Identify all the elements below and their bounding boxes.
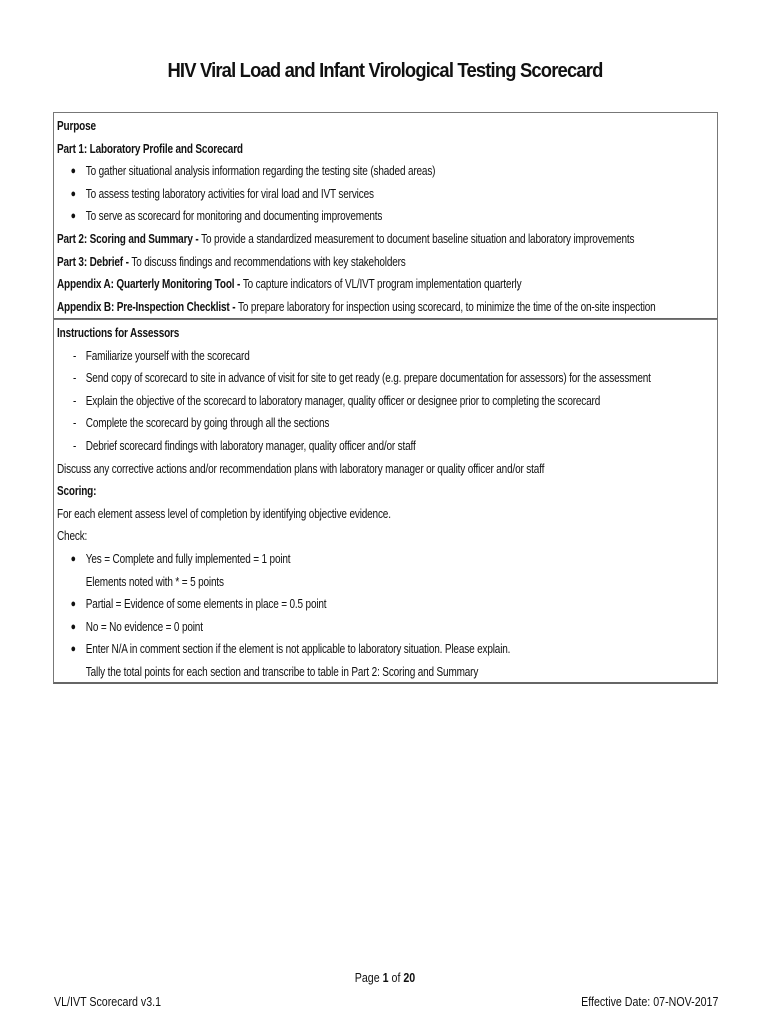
list-item: ● To serve as scorecard for monitoring and documenting improvements	[57, 205, 583, 228]
list-item: - Explain the objective of the scorecard to laboratory manager, quality officer or designee prior to completing the scorecard	[57, 390, 583, 413]
purpose-section	[53, 112, 718, 320]
dash-marker: -	[73, 371, 77, 386]
scoring-heading: Scoring:	[57, 484, 97, 499]
dash-marker: -	[73, 393, 77, 408]
part1-title: Part 1: Laboratory Profile and Scorecard	[57, 141, 243, 156]
list-item: - Send copy of scorecard to site in advance of visit for site to get ready (e.g. prepare documentation for assessors) for the assessment	[57, 367, 583, 390]
appendix-b-text: To prepare laboratory for inspection using scorecard, to minimize the time of the on-site inspection	[238, 299, 656, 314]
footer-version: VL/IVT Scorecard v3.1	[54, 994, 162, 1009]
purpose-heading: Purpose	[57, 119, 96, 133]
list-item: - Familiarize yourself with the scorecard	[57, 345, 583, 368]
part2-line	[57, 228, 635, 251]
list-item: ● Partial = Evidence of some elements in place = 0.5 point	[57, 593, 583, 616]
dash-marker: -	[73, 438, 77, 453]
bullet-icon: ●	[70, 598, 76, 611]
bullet-icon: ●	[70, 620, 76, 633]
list-item: - Complete the scorecard by going through all the sections	[57, 412, 583, 435]
list-item: - Debrief scorecard findings with laboratory manager, quality officer and/or staff	[57, 435, 583, 458]
list-item: ● To gather situational analysis information regarding the testing site (shaded areas)	[57, 160, 583, 183]
appendix-a-text: To capture indicators of VL/IVT program implementation quarterly	[242, 277, 522, 292]
discuss-text: Discuss any corrective actions and/or recommendation plans with laboratory manager or quality officer and/or staff	[57, 461, 545, 476]
list-item: ● To assess testing laboratory activities for viral load and IVT services	[57, 183, 583, 206]
dash-marker: -	[73, 348, 77, 363]
part3-title: Part 3: Debrief -	[57, 254, 132, 269]
appendix-b-title: Appendix B: Pre-Inspection Checklist -	[57, 299, 239, 314]
document-title: HIV Viral Load and Infant Virological Testing Scorecard	[167, 60, 603, 82]
page-number: Page 1 of 20	[354, 970, 416, 985]
bullet-icon: ●	[70, 165, 76, 178]
list-item-continuation: Tally the total points for each section and transcribe to table in Part 2: Scoring and Summary	[85, 664, 479, 679]
list-item: ● No = No evidence = 0 point	[57, 616, 583, 639]
bullet-icon: ●	[70, 210, 76, 223]
appendix-b-line	[57, 296, 656, 319]
part3-text: To discuss findings and recommendations with key stakeholders	[131, 254, 406, 269]
appendix-a-title: Appendix A: Quarterly Monitoring Tool -	[57, 277, 243, 292]
part3-line	[57, 251, 583, 274]
bullet-icon: ●	[70, 552, 76, 565]
footer-effective-date: Effective Date: 07-NOV-2017	[580, 994, 718, 1009]
list-item: ● Yes = Complete and fully implemented = 1 point	[57, 548, 583, 571]
part2-title: Part 2: Scoring and Summary -	[57, 231, 202, 246]
check-label: Check:	[57, 529, 88, 544]
list-item: ● Enter N/A in comment section if the element is not applicable to laboratory situation. Please explain.	[57, 638, 583, 661]
instructions-section	[53, 319, 718, 684]
appendix-a-line	[57, 273, 583, 296]
bullet-icon: ●	[70, 187, 76, 200]
list-item-continuation: Elements noted with * = 5 points	[85, 574, 224, 589]
instructions-heading: Instructions for Assessors	[57, 326, 180, 340]
dash-marker: -	[73, 416, 77, 431]
part2-text: To provide a standardized measurement to document baseline situation and laboratory improvements	[201, 231, 635, 246]
bullet-icon: ●	[70, 643, 76, 656]
scoring-intro: For each element assess level of completion by identifying objective evidence.	[57, 506, 391, 521]
